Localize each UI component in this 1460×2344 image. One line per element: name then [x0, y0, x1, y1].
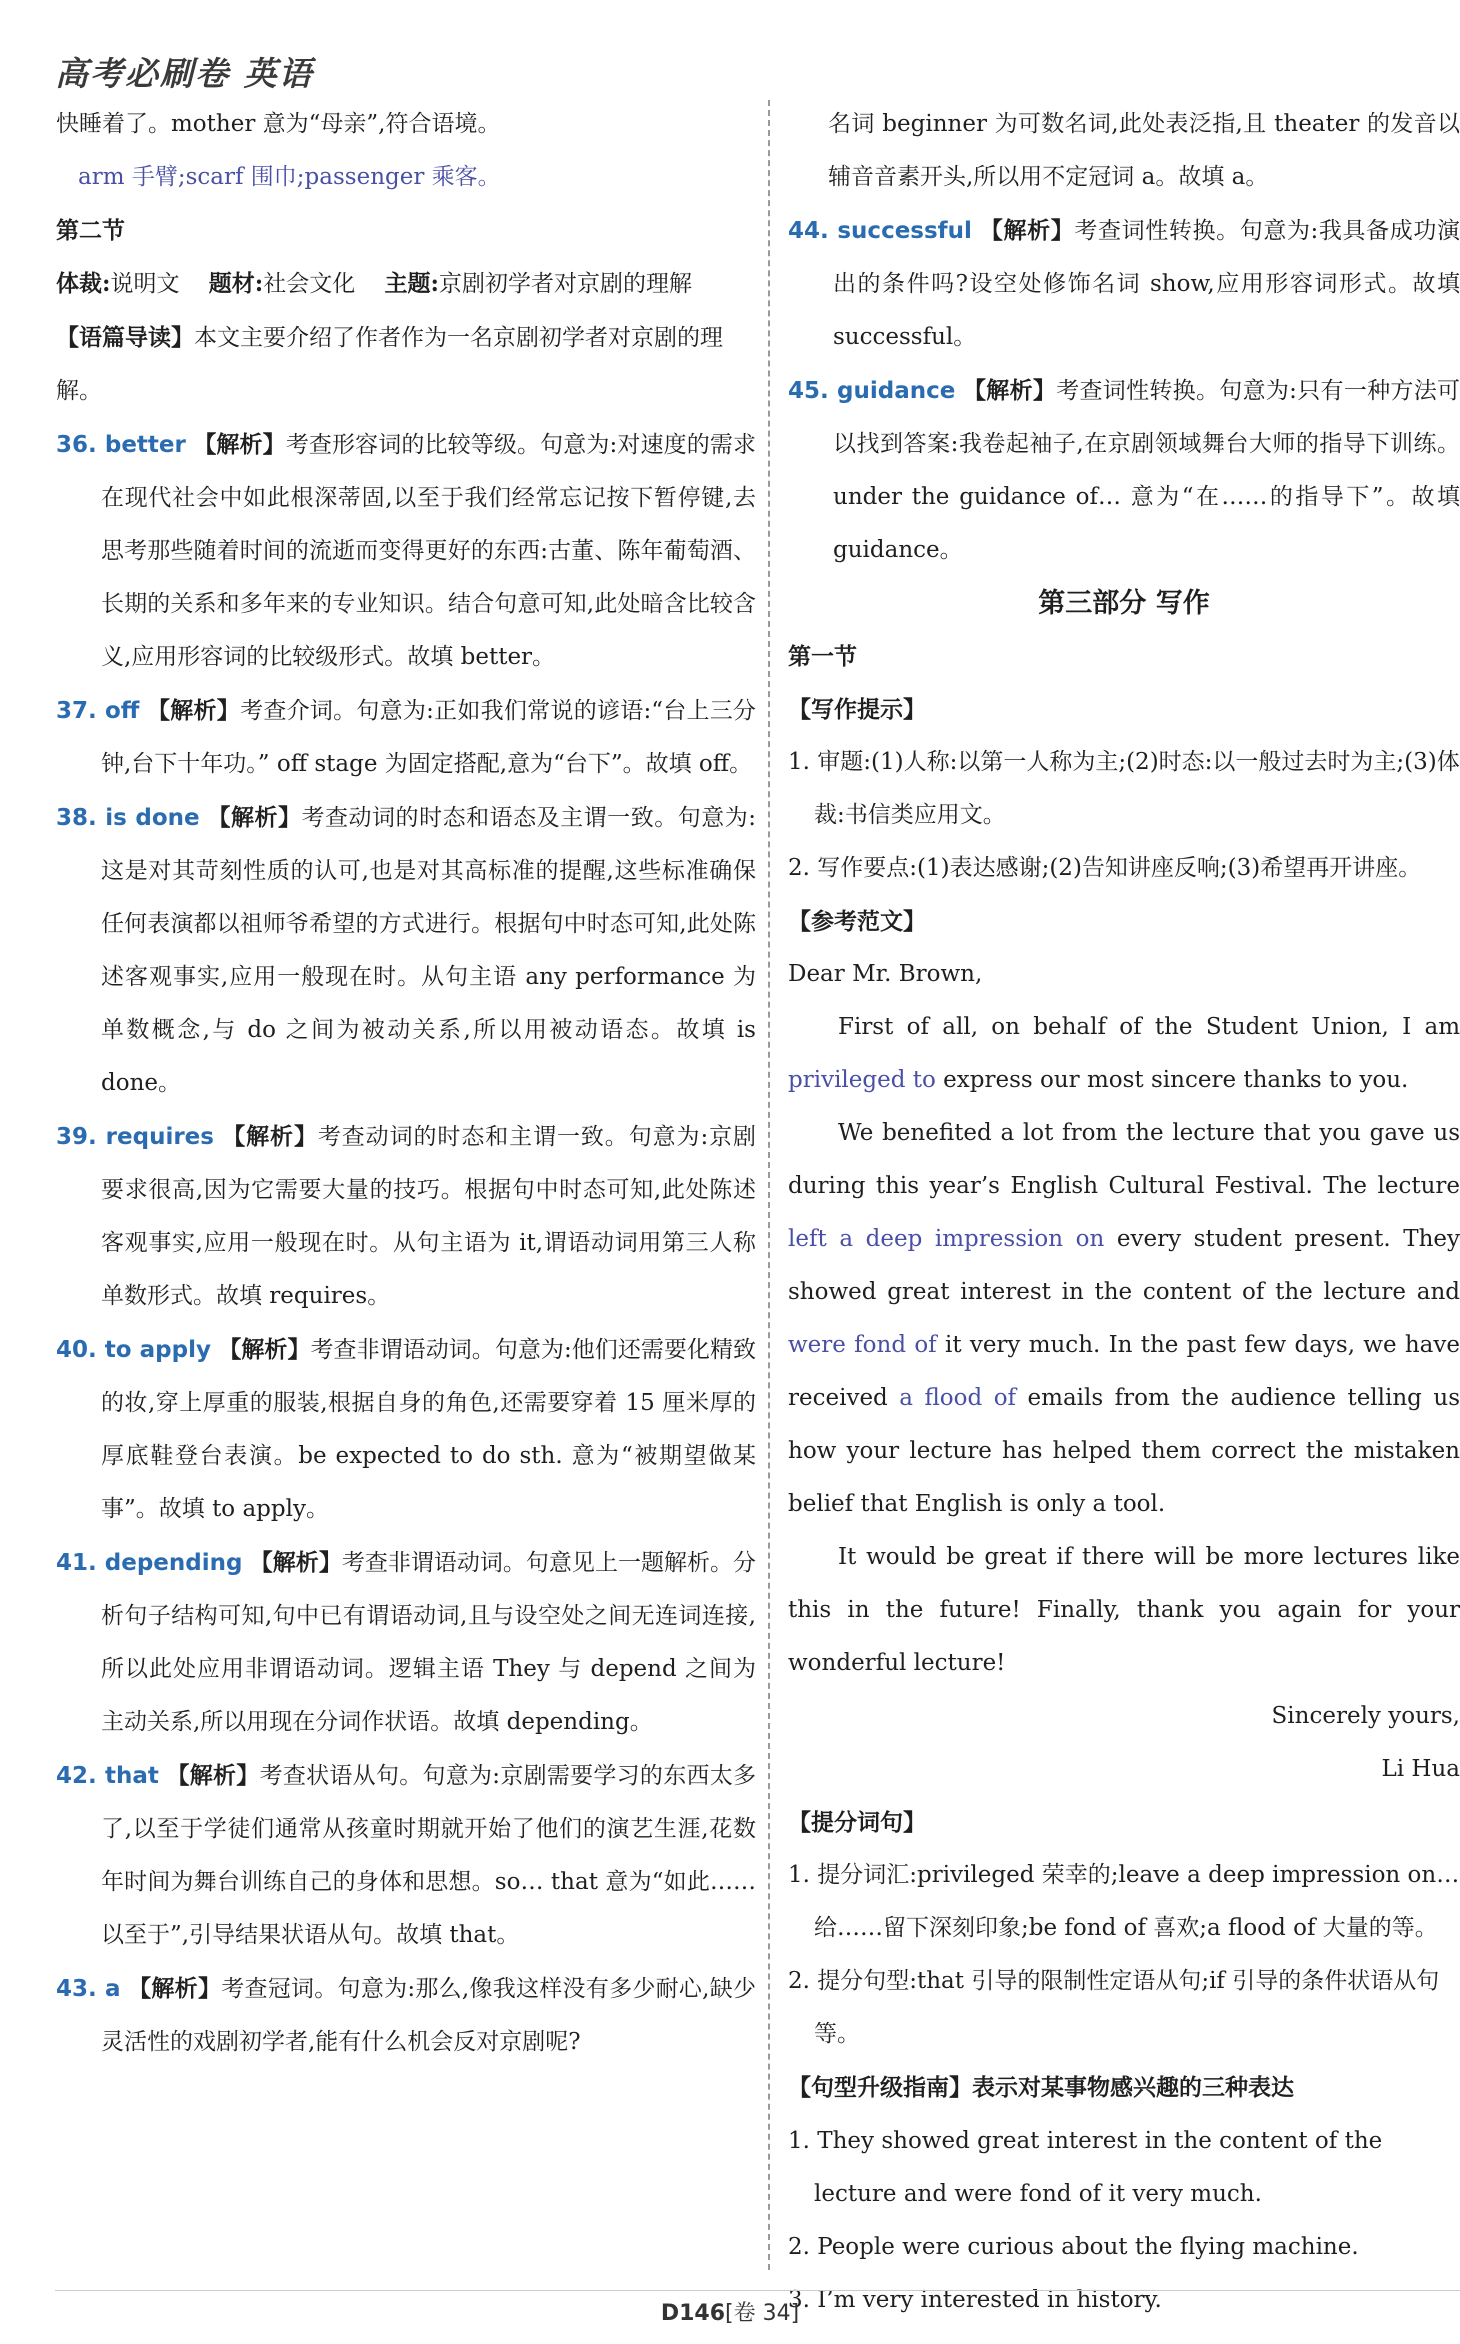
- tips-label: 【写作提示】: [788, 696, 926, 723]
- answer-item: [56, 791, 756, 1110]
- score-label: 【提分词句】: [788, 1809, 926, 1836]
- letter-text: emails from the audience telling us how your lecture has helped them correct the mistaken belief that English is only a tool.: [788, 1385, 1460, 1517]
- highlight-phrase: a flood of: [899, 1385, 1017, 1411]
- analysis-tag: 【解析】: [979, 217, 1075, 244]
- answer-number: 39. requires: [56, 1124, 214, 1150]
- genre-label: 体裁:: [56, 270, 111, 297]
- answer-text: 考查词性转换。句意为:只有一种方法可以找到答案:我卷起袖子,在京剧领域舞台大师的指导下训练。under the guidance of… 意为“在……的指导下”。故填 guidance。: [833, 378, 1460, 563]
- letter-paragraph: [788, 1107, 1460, 1531]
- answer-item: [788, 204, 1460, 364]
- footer-rule: [55, 2290, 1460, 2291]
- answer-item: [56, 1962, 756, 2069]
- answer-item: [56, 684, 756, 791]
- column-divider: [768, 100, 770, 2270]
- analysis-tag: 【解析】: [166, 1762, 260, 1789]
- answer-number: 43. a: [56, 1976, 121, 2002]
- answer-item: [56, 1536, 756, 1749]
- page-number: D146: [660, 2301, 726, 2326]
- answer-text: 考查词性转换。句意为:我具备成功演出的条件吗?设空处修饰名词 show,应用形容词形式。故填 successful。: [833, 218, 1460, 350]
- exam-number: [卷 34]: [725, 2301, 800, 2326]
- answer-number: 44. successful: [788, 218, 972, 244]
- score-item: 2. 提分句型:that 引导的限制性定语从句;if 引导的条件状语从句等。: [788, 1968, 1440, 2047]
- letter-text: every student present. They showed great interest in the content of the lecture and: [788, 1226, 1460, 1305]
- highlight-phrase: were fond of: [788, 1332, 937, 1358]
- highlight-phrase: left a deep impression on: [788, 1226, 1105, 1252]
- answer-text: 考查冠词。句意为:那么,像我这样没有多少耐心,缺少灵活性的戏剧初学者,能有什么机会反对京剧呢?: [101, 1976, 757, 2055]
- guide-text: 本文主要介绍了作者作为一名京剧初学者对京剧的理解。: [56, 325, 723, 404]
- topic-label: 题材:: [208, 270, 264, 297]
- analysis-tag: 【解析】: [147, 697, 241, 724]
- answer-item: [56, 1110, 756, 1323]
- letter-text: We benefited a lot from the lecture that you gave us during this year’s English Cultural Festival. The lecture: [788, 1120, 1460, 1199]
- analysis-tag: 【解析】: [218, 1336, 311, 1363]
- page-footer: [0, 2296, 1460, 2327]
- answer-number: 40. to apply: [56, 1337, 211, 1363]
- text-line: 快睡着了。mother 意为“母亲”,符合语境。: [56, 111, 501, 137]
- answer-number: 45. guidance: [788, 378, 956, 404]
- upgrade-title: 表示对某事物感兴趣的三种表达: [972, 2074, 1294, 2101]
- letter-text: express our most sincere thanks to you.: [935, 1067, 1409, 1093]
- guide-label: 【语篇导读】: [56, 324, 194, 351]
- answer-item: [56, 1749, 756, 1962]
- analysis-tag: 【解析】: [222, 1123, 318, 1150]
- answer-text: 考查动词的时态和主谓一致。句意为:京剧要求很高,因为它需要大量的技巧。根据句中时态可知,此处陈述客观事实,应用一般现在时。从句主语为 it,谓语动词用第三人称单数形式。故填 requires。: [101, 1124, 757, 1309]
- letter-closing: Sincerely yours,: [1271, 1703, 1460, 1729]
- analysis-tag: 【解析】: [193, 431, 286, 458]
- answer-item: [56, 1323, 756, 1536]
- letter-paragraph: [788, 1001, 1460, 1107]
- vocab-line: arm 手臂;scarf 围巾;passenger 乘客。: [78, 164, 501, 190]
- upgrade-item: 2. People were curious about the flying machine.: [788, 2234, 1359, 2260]
- upgrade-line: [788, 2061, 1460, 2115]
- upgrade-label: 【句型升级指南】: [788, 2074, 972, 2101]
- analysis-tag: 【解析】: [249, 1549, 342, 1576]
- highlight-phrase: privileged to: [788, 1067, 936, 1093]
- letter-text: First of all, on behalf of the Student Union, I am: [838, 1014, 1460, 1040]
- answer-text: 考查形容词的比较等级。句意为:对速度的需求在现代社会中如此根深蒂固,以至于我们经常忘记按下暂停键,去思考那些随着时间的流逝而变得更好的东西:古董、陈年葡萄酒、长期的关系和多年来的专业知识。结合句意可知,此处暗含比较含义,应用形容词的比较级形式。故填 better。: [101, 432, 757, 670]
- answer-number: 38. is done: [56, 805, 200, 831]
- score-item: 1. 提分词汇:privileged 荣幸的;leave a deep impression on… 给……留下深刻印象;be fond of 喜欢;a flood of 大量的等。: [788, 1862, 1460, 1941]
- genre-line: [56, 257, 756, 311]
- guide-line: [56, 311, 756, 418]
- upgrade-item: 3. I’m very interested in history.: [788, 2287, 1162, 2313]
- answer-text: 考查介词。句意为:正如我们常说的谚语:“台上三分钟,台下十年功。” off stage 为固定搭配,意为“台下”。故填 off。: [101, 698, 757, 777]
- analysis-tag: 【解析】: [128, 1975, 222, 2002]
- letter-signature: Li Hua: [1381, 1756, 1460, 1782]
- left-column: [56, 98, 756, 2069]
- answer-item: [56, 418, 756, 684]
- answer-text: 考查状语从句。句意为:京剧需要学习的东西太多了,以至于学徒们通常从孩童时期就开始了他们的演艺生涯,花数年时间为舞台训练自己的身体和思想。so… that 意为“如此……以至于”,引导结果状语从句。故填 that。: [101, 1763, 757, 1948]
- right-column: [788, 98, 1460, 2327]
- answer-number: 37. off: [56, 698, 140, 724]
- letter-paragraph: It would be great if there will be more lectures like this in the future! Finally, thank you again for your wonderful lecture!: [788, 1544, 1460, 1676]
- answer-text: 考查动词的时态和语态及主谓一致。句意为:这是对其苛刻性质的认可,也是对其高标准的提醒,这些标准确保任何表演都以祖师爷希望的方式进行。根据句中时态可知,此处陈述客观事实,应用一般现在时。从句主语 any performance 为单数概念,与 do 之间为被动关系,所以用被动语态。故填 is done。: [101, 805, 757, 1096]
- letter-text: it very much. In the past few days, we have received: [788, 1332, 1460, 1411]
- analysis-tag: 【解析】: [962, 377, 1057, 404]
- part-title: 第三部分 写作: [1038, 588, 1210, 619]
- analysis-tag: 【解析】: [207, 804, 302, 831]
- answer-item: [788, 364, 1460, 577]
- answer-text: 考查非谓语动词。句意为:他们还需要化精致的妆,穿上厚重的服装,根据自身的角色,还需要穿着 15 厘米厚的厚底鞋登台表演。be expected to do sth. 意为“被期望做某事”。故填 to apply。: [101, 1337, 757, 1522]
- theme-value: 京剧初学者对京剧的理解: [439, 271, 692, 297]
- theme-label: 主题:: [384, 270, 439, 297]
- letter-greeting: Dear Mr. Brown,: [788, 961, 983, 987]
- sample-label: 【参考范文】: [788, 908, 926, 935]
- tip-item: 1. 审题:(1)人称:以第一人称为主;(2)时态:以一般过去时为主;(3)体裁:书信类应用文。: [788, 749, 1460, 828]
- upgrade-item: 1. They showed great interest in the content of the lecture and were fond of it very much.: [788, 2128, 1383, 2207]
- genre-value: 说明文: [110, 271, 180, 297]
- answer-number: 41. depending: [56, 1550, 243, 1576]
- section-heading: 第二节: [56, 217, 125, 244]
- continued-text: 名词 beginner 为可数名词,此处表泛指,且 theater 的发音以辅音音素开头,所以用不定冠词 a。故填 a。: [828, 111, 1460, 190]
- answer-number: 42. that: [56, 1763, 159, 1789]
- answer-text: 考查非谓语动词。句意见上一题解析。分析句子结构可知,句中已有谓语动词,且与设空处之间无连词连接,所以此处应用非谓语动词。逻辑主语 They 与 depend 之间为主动关系,所以用现在分词作状语。故填 depending。: [101, 1550, 757, 1735]
- book-title: 高考必刷卷 英语: [55, 54, 314, 93]
- topic-value: 社会文化: [263, 271, 356, 297]
- tip-item: 2. 写作要点:(1)表达感谢;(2)告知讲座反响;(3)希望再开讲座。: [788, 855, 1422, 881]
- section-heading: 第一节: [788, 643, 857, 670]
- answer-number: 36. better: [56, 432, 186, 458]
